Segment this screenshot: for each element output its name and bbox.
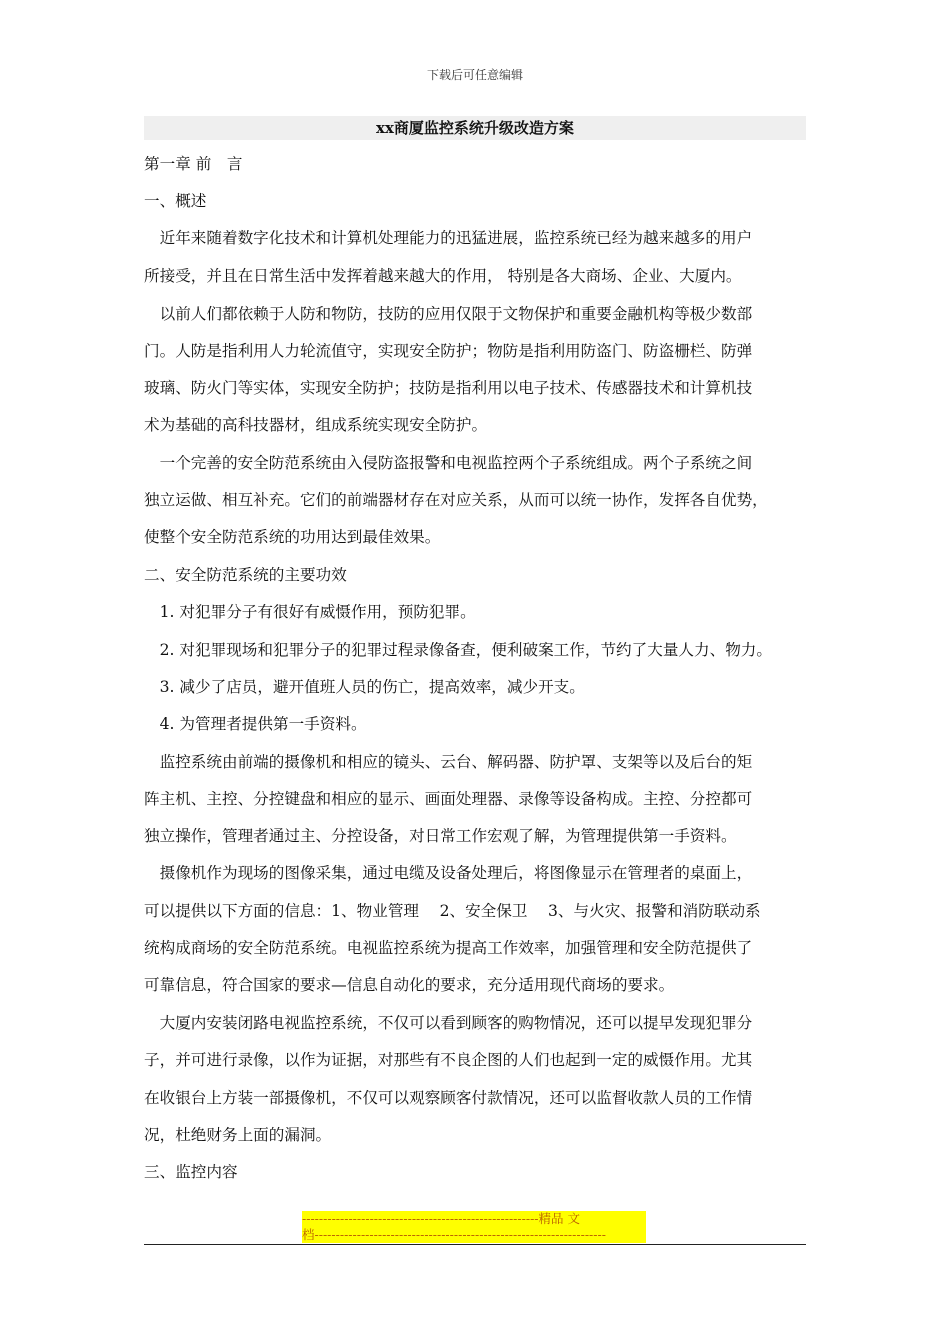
list-item: 4. 为管理者提供第一手资料。 <box>144 715 367 733</box>
footer-divider <box>144 1244 806 1245</box>
paragraph-line: 统构成商场的安全防范系统。电视监控系统为提高工作效率，加强管理和安全防范提供了 <box>144 939 753 957</box>
document-title: xx商厦监控系统升级改造方案 <box>144 116 806 140</box>
list-item: 1. 对犯罪分子有很好有威慑作用，预防犯罪。 <box>144 603 476 621</box>
section-heading-overview: 一、概述 <box>144 192 207 210</box>
paragraph-line: 所接受，并且在日常生活中发挥着越来越大的作用， 特别是各大商场、企业、大厦内。 <box>144 267 742 285</box>
paragraph-line: 一个完善的安全防范系统由入侵防盗报警和电视监控两个子系统组成。两个子系统之间 <box>144 454 753 472</box>
chapter-heading: 第一章 前 言 <box>144 155 243 173</box>
paragraph-line: 玻璃、防火门等实体，实现安全防护；技防是指利用以电子技术、传感器技术和计算机技 <box>144 379 753 397</box>
paragraph-line: 监控系统由前端的摄像机和相应的镜头、云台、解码器、防护罩、支架等以及后台的矩 <box>144 753 753 771</box>
paragraph-line: 况，杜绝财务上面的漏洞。 <box>144 1126 332 1144</box>
list-item: 2. 对犯罪现场和犯罪分子的犯罪过程录像备查，便利破案工作，节约了大量人力、物力。 <box>144 641 772 659</box>
paragraph-line: 大厦内安装闭路电视监控系统，不仅可以看到顾客的购物情况，还可以提早发现犯罪分 <box>144 1014 753 1032</box>
section-heading-functions: 二、安全防范系统的主要功效 <box>144 566 347 584</box>
footer-watermark-line1: --------------------------------------------------------精品 文 <box>302 1211 646 1227</box>
paragraph-line: 在收银台上方装一部摄像机，不仅可以观察顾客付款情况，还可以监督收款人员的工作情 <box>144 1089 753 1107</box>
paragraph-line: 可靠信息，符合国家的要求—信息自动化的要求，充分适用现代商场的要求。 <box>144 976 675 994</box>
footer-watermark-line2: 档--------------------------------------------------------------------- <box>302 1227 646 1243</box>
paragraph-line: 阵主机、主控、分控键盘和相应的显示、画面处理器、录像等设备构成。主控、分控都可 <box>144 790 753 808</box>
paragraph-line: 独立操作，管理者通过主、分控设备，对日常工作宏观了解，为管理提供第一手资料。 <box>144 827 737 845</box>
section-heading-monitoring: 三、监控内容 <box>144 1163 238 1181</box>
paragraph-line: 术为基础的高科技器材，组成系统实现安全防护。 <box>144 416 488 434</box>
paragraph-line: 摄像机作为现场的图像采集，通过电缆及设备处理后，将图像显示在管理者的桌面上， <box>144 864 753 882</box>
paragraph-line: 以前人们都依赖于人防和物防，技防的应用仅限于文物保护和重要金融机构等极少数部 <box>144 305 753 323</box>
page-header: 下载后可任意编辑 <box>426 68 523 82</box>
paragraph-line: 子，并可进行录像，以作为证据，对那些有不良企图的人们也起到一定的威慑作用。尤其 <box>144 1051 753 1069</box>
paragraph-line: 近年来随着数字化技术和计算机处理能力的迅猛进展，监控系统已经为越来越多的用户 <box>144 229 753 247</box>
list-item: 3. 减少了店员，避开值班人员的伤亡，提高效率，减少开支。 <box>144 678 585 696</box>
paragraph-line: 使整个安全防范系统的功用达到最佳效果。 <box>144 528 441 546</box>
paragraph-line: 独立运做、相互补充。它们的前端器材存在对应关系，从而可以统一协作，发挥各自优势， <box>144 491 768 509</box>
paragraph-line: 门。人防是指利用人力轮流值守，实现安全防护；物防是指利用防盗门、防盗栅栏、防弹 <box>144 342 753 360</box>
paragraph-line: 可以提供以下方面的信息：1、物业管理 2、安全保卫 3、与火灾、报警和消防联动系 <box>144 902 761 920</box>
